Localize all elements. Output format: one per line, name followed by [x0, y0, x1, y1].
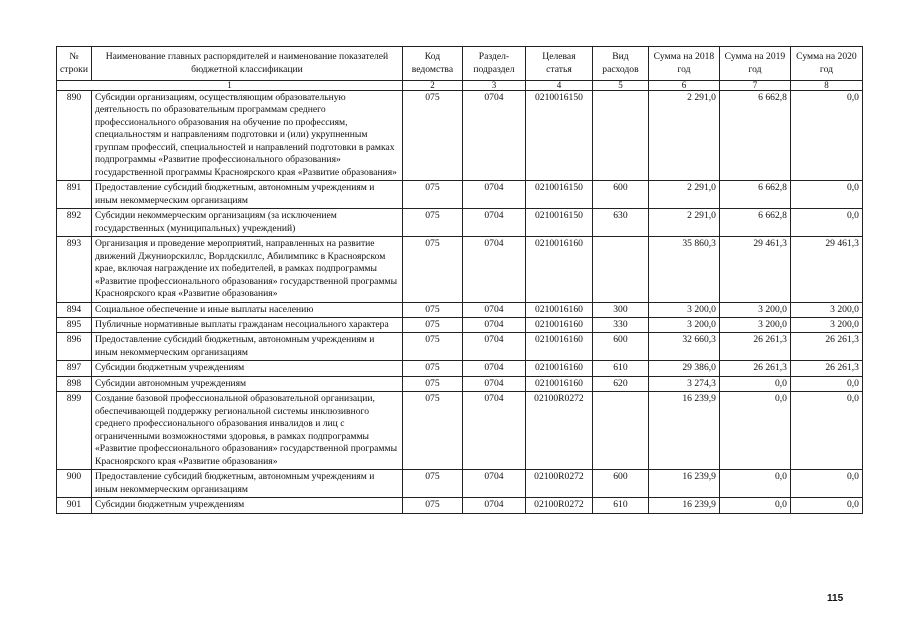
cell-target-article: 02100R0272 — [525, 392, 592, 470]
cell-row-number: 900 — [57, 470, 92, 498]
cell-sum-2019: 0,0 — [719, 470, 790, 498]
cell-expense-type: 600 — [592, 470, 648, 498]
cell-section: 0704 — [462, 181, 525, 209]
cell-section: 0704 — [462, 91, 525, 181]
column-number: 4 — [525, 81, 592, 91]
cell-name: Предоставление субсидий бюджетным, автономным учреждениям и иным некоммерческим организациям — [91, 181, 402, 209]
cell-target-article: 0210016150 — [525, 91, 592, 181]
cell-sum-2019: 0,0 — [719, 498, 790, 513]
cell-sum-2020: 3 200,0 — [790, 302, 862, 317]
cell-row-number: 891 — [57, 181, 92, 209]
cell-row-number: 898 — [57, 376, 92, 391]
table-row — [57, 392, 863, 470]
cell-sum-2020: 3 200,0 — [790, 317, 862, 332]
cell-name: Предоставление субсидий бюджетным, автономным учреждениям и иным некоммерческим организациям — [91, 470, 402, 498]
cell-sum-2020: 26 261,3 — [790, 361, 862, 376]
cell-sum-2019: 0,0 — [719, 392, 790, 470]
table-row — [57, 333, 863, 361]
header-row-number: № строки — [57, 47, 92, 81]
cell-sum-2020: 0,0 — [790, 91, 862, 181]
cell-target-article: 0210016160 — [525, 361, 592, 376]
cell-sum-2018: 3 200,0 — [648, 317, 719, 332]
cell-name: Социальное обеспечение и иные выплаты населению — [91, 302, 402, 317]
cell-row-number: 892 — [57, 209, 92, 237]
cell-dept-code: 075 — [402, 361, 462, 376]
cell-name: Публичные нормативные выплаты гражданам несоциального характера — [91, 317, 402, 332]
cell-sum-2019: 6 662,8 — [719, 91, 790, 181]
cell-row-number: 890 — [57, 91, 92, 181]
cell-sum-2018: 16 239,9 — [648, 470, 719, 498]
header-target-article: Целевая статья — [525, 47, 592, 81]
cell-section: 0704 — [462, 376, 525, 391]
cell-sum-2020: 0,0 — [790, 376, 862, 391]
cell-sum-2020: 0,0 — [790, 470, 862, 498]
cell-sum-2018: 29 386,0 — [648, 361, 719, 376]
cell-sum-2018: 32 660,3 — [648, 333, 719, 361]
cell-section: 0704 — [462, 333, 525, 361]
cell-expense-type: 600 — [592, 333, 648, 361]
cell-expense-type — [592, 91, 648, 181]
cell-sum-2018: 2 291,0 — [648, 209, 719, 237]
cell-row-number: 895 — [57, 317, 92, 332]
cell-row-number: 893 — [57, 237, 92, 302]
cell-expense-type: 610 — [592, 361, 648, 376]
cell-dept-code: 075 — [402, 91, 462, 181]
column-number-row — [57, 81, 863, 91]
cell-target-article: 02100R0272 — [525, 470, 592, 498]
cell-sum-2020: 29 461,3 — [790, 237, 862, 302]
cell-dept-code: 075 — [402, 209, 462, 237]
cell-sum-2018: 3 274,3 — [648, 376, 719, 391]
column-number: 8 — [790, 81, 862, 91]
cell-expense-type: 600 — [592, 181, 648, 209]
table-row — [57, 302, 863, 317]
cell-dept-code: 075 — [402, 317, 462, 332]
cell-target-article: 0210016150 — [525, 181, 592, 209]
cell-name: Субсидии бюджетным учреждениям — [91, 498, 402, 513]
cell-name: Субсидии некоммерческим организациям (за исключением государственных (муниципальных) учреждений) — [91, 209, 402, 237]
column-number: 5 — [592, 81, 648, 91]
cell-name: Предоставление субсидий бюджетным, автономным учреждениям и иным некоммерческим организациям — [91, 333, 402, 361]
cell-sum-2018: 3 200,0 — [648, 302, 719, 317]
cell-sum-2019: 3 200,0 — [719, 317, 790, 332]
cell-sum-2020: 0,0 — [790, 209, 862, 237]
header-sum-2018: Сумма на 2018 год — [648, 47, 719, 81]
table-body — [57, 91, 863, 514]
cell-sum-2018: 2 291,0 — [648, 91, 719, 181]
cell-dept-code: 075 — [402, 392, 462, 470]
cell-row-number: 896 — [57, 333, 92, 361]
cell-expense-type: 630 — [592, 209, 648, 237]
cell-section: 0704 — [462, 237, 525, 302]
page-number: 115 — [827, 593, 844, 604]
header-dept-code: Код ведомства — [402, 47, 462, 81]
cell-dept-code: 075 — [402, 237, 462, 302]
header-sum-2020: Сумма на 2020 год — [790, 47, 862, 81]
table-header — [57, 47, 863, 91]
table-row — [57, 361, 863, 376]
cell-sum-2019: 6 662,8 — [719, 209, 790, 237]
cell-sum-2020: 0,0 — [790, 181, 862, 209]
cell-target-article: 0210016160 — [525, 302, 592, 317]
cell-dept-code: 075 — [402, 376, 462, 391]
column-number: 7 — [719, 81, 790, 91]
cell-row-number: 899 — [57, 392, 92, 470]
cell-sum-2018: 35 860,3 — [648, 237, 719, 302]
table-row — [57, 209, 863, 237]
cell-section: 0704 — [462, 392, 525, 470]
cell-section: 0704 — [462, 470, 525, 498]
header-section: Раздел-подраздел — [462, 47, 525, 81]
cell-name: Организация и проведение мероприятий, направленных на развитие движений Джуниорскиллс, Ворлдскиллс, Абилимпикс в Красноярском крае, включая награждение их победителей, в рамках подпрограммы «Развитие профессионального образования» государственной программы Красноярского края «Развитие образования» — [91, 237, 402, 302]
column-number: 3 — [462, 81, 525, 91]
column-number: 6 — [648, 81, 719, 91]
cell-section: 0704 — [462, 498, 525, 513]
cell-section: 0704 — [462, 361, 525, 376]
cell-target-article: 0210016160 — [525, 317, 592, 332]
cell-section: 0704 — [462, 209, 525, 237]
cell-target-article: 0210016160 — [525, 333, 592, 361]
table-row — [57, 498, 863, 513]
table-row — [57, 181, 863, 209]
cell-name: Создание базовой профессиональной образовательной организации, обеспечивающей поддержку региональной системы инклюзивного среднего профессионального образования инвалидов и лиц с ограниченными возможностями здоровья, в рамках подпрограммы «Развитие профессионального образования» государственной программы Красноярского края «Развитие образования» — [91, 392, 402, 470]
table-row — [57, 470, 863, 498]
cell-sum-2019: 3 200,0 — [719, 302, 790, 317]
cell-target-article: 02100R0272 — [525, 498, 592, 513]
cell-name: Субсидии автономным учреждениям — [91, 376, 402, 391]
cell-name: Субсидии организациям, осуществляющим образовательную деятельность по образовательным программам среднего профессионального образования на обучение по профессиям, специальностям и направлениям подготовки и (или) укрупненным группам профессий, специальностей и направлений подготовки в рамках подпрограммы «Развитие профессионального образования» государственной программы Красноярского края «Развитие образования» — [91, 91, 402, 181]
column-number: 1 — [57, 81, 403, 91]
cell-dept-code: 075 — [402, 498, 462, 513]
cell-sum-2018: 2 291,0 — [648, 181, 719, 209]
cell-row-number: 901 — [57, 498, 92, 513]
cell-sum-2018: 16 239,9 — [648, 392, 719, 470]
budget-table — [56, 46, 863, 514]
cell-expense-type: 620 — [592, 376, 648, 391]
cell-sum-2018: 16 239,9 — [648, 498, 719, 513]
cell-target-article: 0210016160 — [525, 237, 592, 302]
cell-row-number: 897 — [57, 361, 92, 376]
cell-sum-2019: 26 261,3 — [719, 333, 790, 361]
header-expense-type: Вид расходов — [592, 47, 648, 81]
cell-dept-code: 075 — [402, 470, 462, 498]
cell-sum-2020: 0,0 — [790, 498, 862, 513]
cell-row-number: 894 — [57, 302, 92, 317]
header-name: Наименование главных распорядителей и наименование показателей бюджетной классификации — [91, 47, 402, 81]
cell-dept-code: 075 — [402, 333, 462, 361]
column-number: 2 — [402, 81, 462, 91]
cell-sum-2019: 0,0 — [719, 376, 790, 391]
cell-expense-type — [592, 237, 648, 302]
cell-name: Субсидии бюджетным учреждениям — [91, 361, 402, 376]
cell-sum-2020: 26 261,3 — [790, 333, 862, 361]
cell-section: 0704 — [462, 302, 525, 317]
table-row — [57, 317, 863, 332]
cell-target-article: 0210016150 — [525, 209, 592, 237]
cell-dept-code: 075 — [402, 302, 462, 317]
cell-expense-type: 610 — [592, 498, 648, 513]
cell-section: 0704 — [462, 317, 525, 332]
cell-target-article: 0210016160 — [525, 376, 592, 391]
cell-expense-type: 300 — [592, 302, 648, 317]
cell-sum-2019: 26 261,3 — [719, 361, 790, 376]
cell-dept-code: 075 — [402, 181, 462, 209]
cell-sum-2019: 6 662,8 — [719, 181, 790, 209]
table-row — [57, 376, 863, 391]
header-sum-2019: Сумма на 2019 год — [719, 47, 790, 81]
cell-sum-2020: 0,0 — [790, 392, 862, 470]
cell-sum-2019: 29 461,3 — [719, 237, 790, 302]
table-row — [57, 237, 863, 302]
cell-expense-type — [592, 392, 648, 470]
table-row — [57, 91, 863, 181]
cell-expense-type: 330 — [592, 317, 648, 332]
